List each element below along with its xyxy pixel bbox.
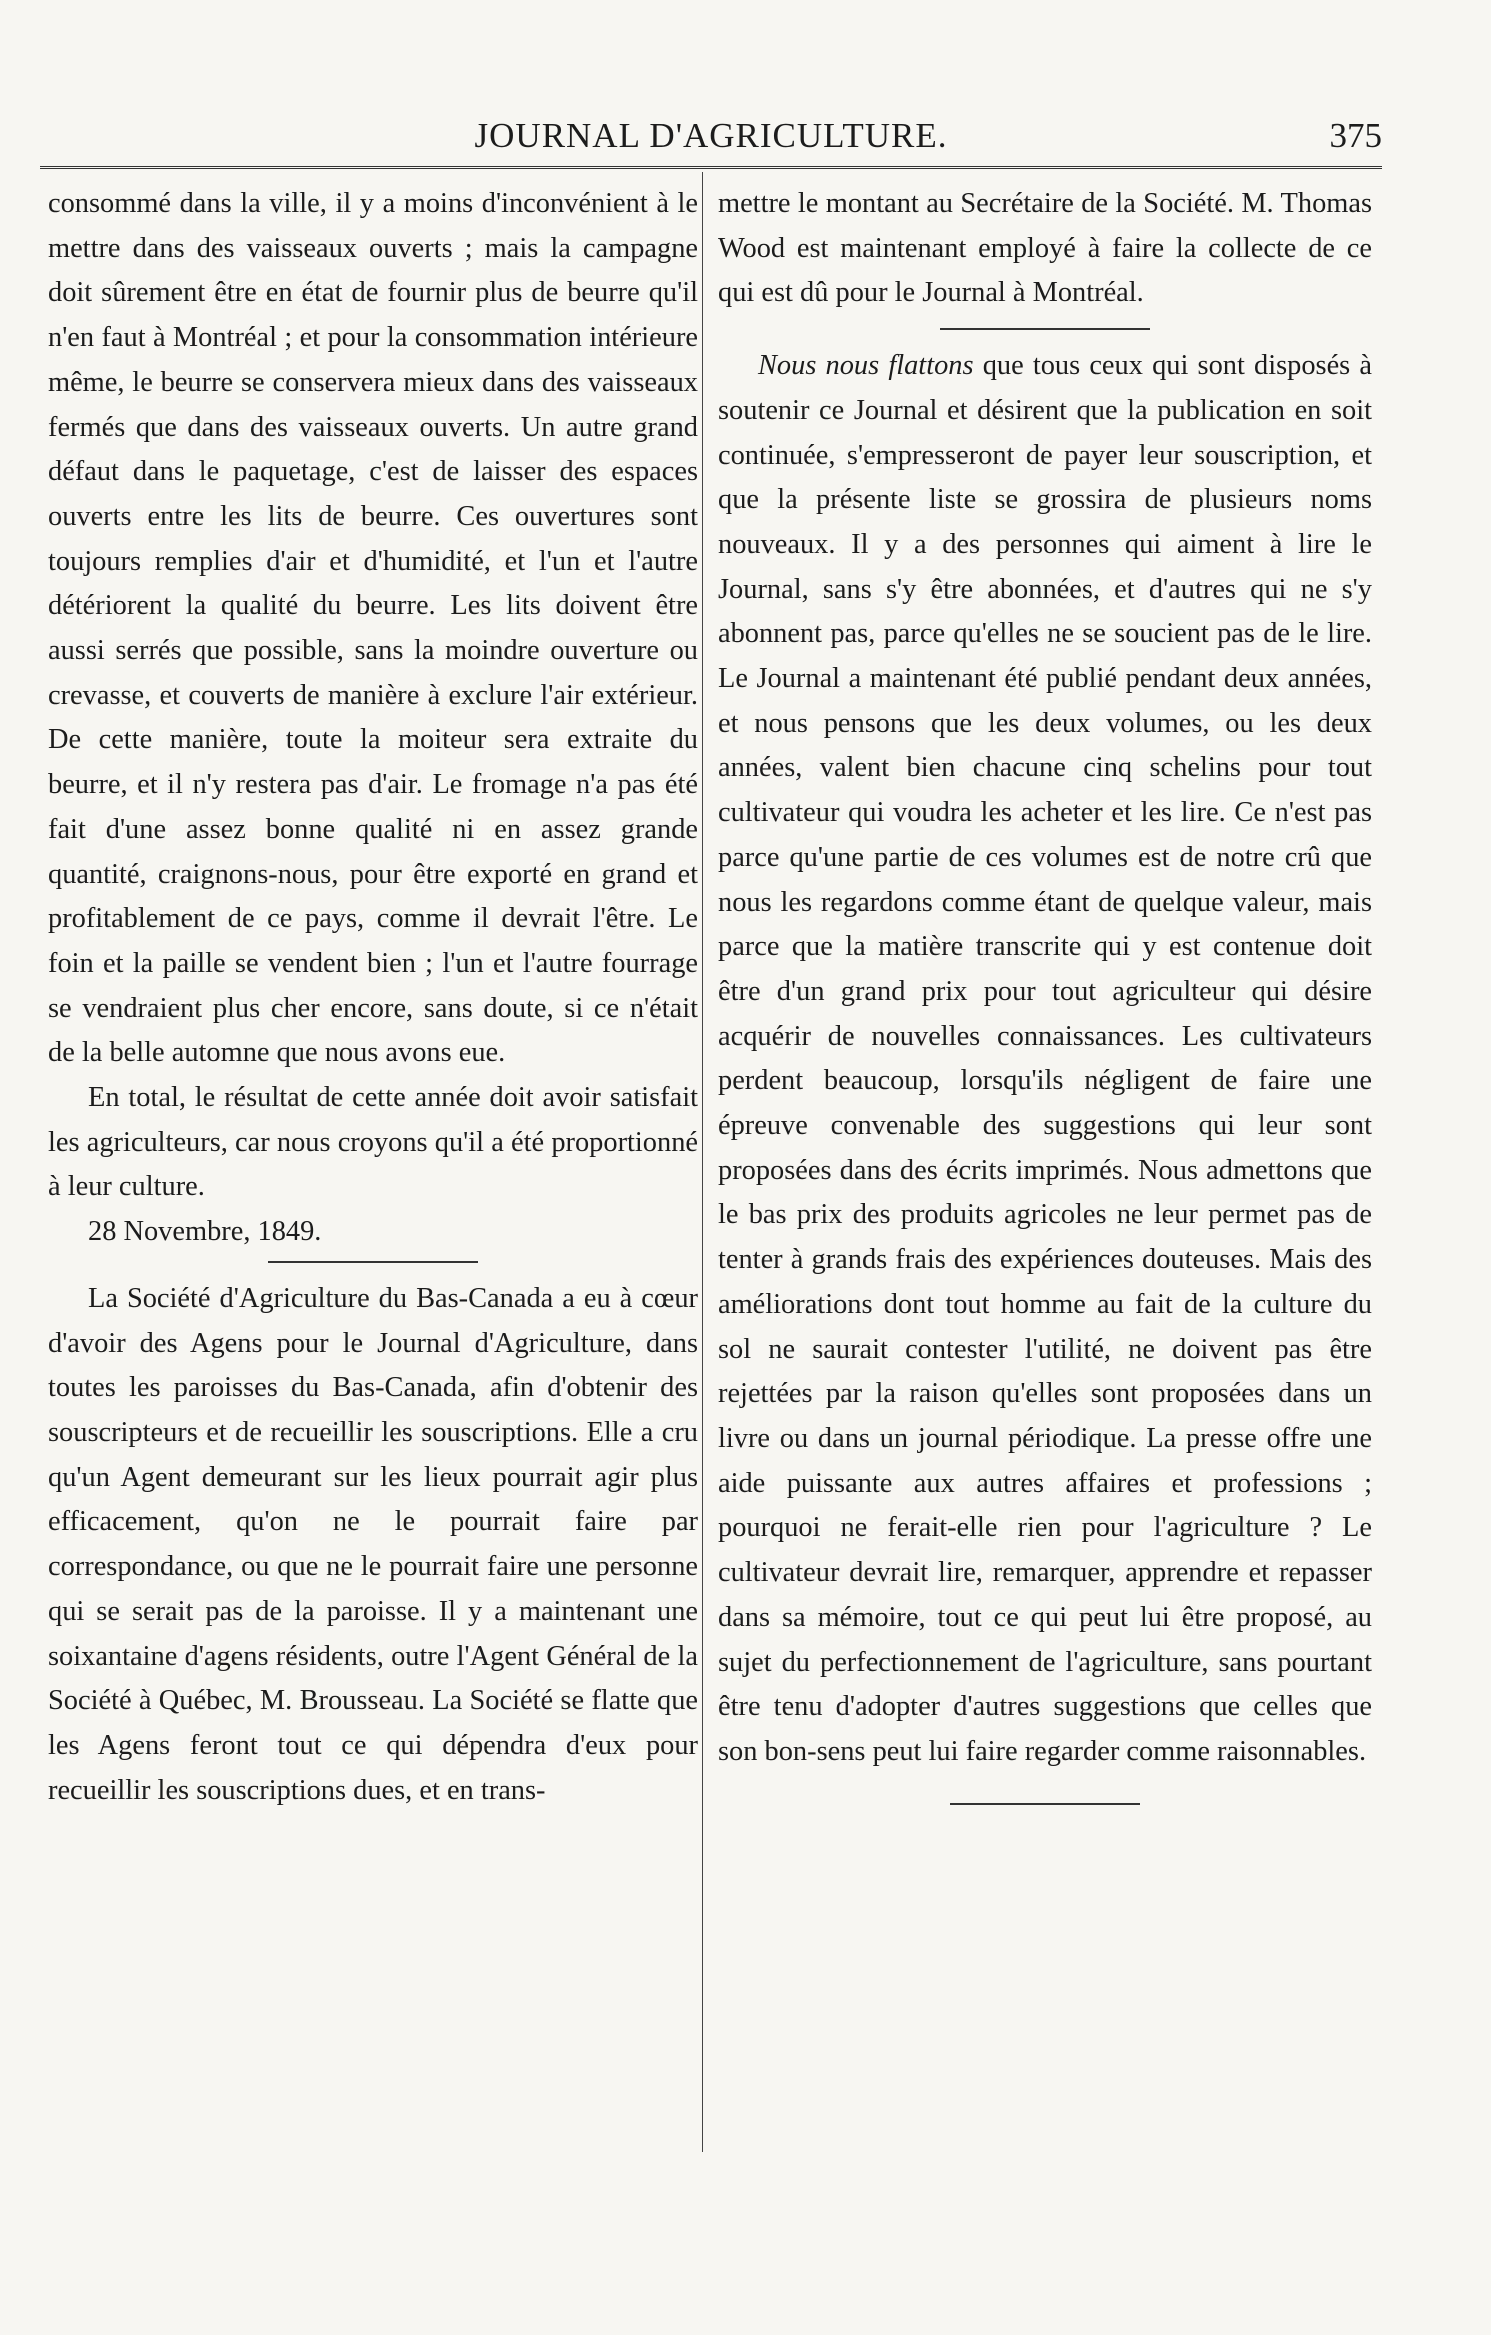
- end-rule: [950, 1803, 1140, 1805]
- left-column: [48, 182, 698, 1813]
- page-header: [40, 112, 1382, 160]
- right-paragraph-2: [718, 344, 1372, 1775]
- left-paragraph-2: En total, le résultat de cette année doit avoir satisfait les agriculteurs, car nous croyons qu'il a été proportionné à leur culture.: [48, 1082, 698, 1203]
- section-rule-right: [940, 328, 1150, 330]
- right-column: [718, 182, 1372, 1805]
- right-paragraph-2-body: que tous ceux qui sont disposés à soutenir ce Journal et désirent que la publication en soit continuée, s'empresseront de payer leur souscription, et que la présente liste se grossira de plusieurs noms nouveaux. Il y a des personnes qui aiment à lire le Journal, sans s'y être abonnées, et d'autres qui ne s'y abonnent pas, parce qu'elles ne se soucient pas de le lire. Le Journal a maintenant été publié pendant deux années, et nous pensons que les deux volumes, ou les deux années, valent bien chacune cinq schelins pour tout cultivateur qui voudra les acheter et les lire. Ce n'est pas parce qu'une partie de ces volumes est de notre crû que nous les regardons comme étant de quelque valeur, mais parce que la matière transcrite qui y est contenue doit être d'un grand prix pour tout agriculteur qui désire acquérir de nouvelles connaissances. Les cultivateurs perdent beaucoup, lorsqu'ils négligent de faire une épreuve convenable des suggestions qui leur sont proposées dans des écrits imprimés. Nous admettons que le bas prix des produits agricoles ne leur permet pas de tenter à grands frais des expériences douteuses. Mais des améliorations dont tout homme au fait de la culture du sol ne saurait contester l'utilité, ne doivent pas être rejettées par la raison qu'elles sont proposées dans un livre ou dans un journal périodique. La presse offre une aide puissante aux autres affaires et professions ; pourquoi ne ferait-elle rien pour l'agriculture ? Le cultivateur devrait lire, remarquer, apprendre et repasser dans sa mémoire, tout ce qui peut lui être proposé, au sujet du perfectionnement de l'agriculture, sans pourtant être tenu d'adopter d'autres suggestions que celles que son bon-sens peut lui faire regarder comme raisonnables.: [718, 350, 1372, 1767]
- column-divider: [702, 172, 703, 2152]
- right-paragraph-2-lead: Nous nous flattons: [758, 350, 974, 382]
- journal-title: JOURNAL D'AGRICULTURE.: [474, 116, 948, 155]
- left-paragraph-3: La Société d'Agriculture du Bas-Canada a eu à cœur d'avoir des Agens pour le Journal d'Agriculture, dans toutes les paroisses du Bas-Canada, afin d'obtenir des souscripteurs et de recueillir les souscriptions. Elle a cru qu'un Agent demeurant sur les lieux pourrait agir plus efficacement, qu'on ne le pourrait faire par correspondance, ou que ne le pourrait faire une personne qui se serait pas de la paroisse. Il y a maintenant une soixantaine d'agens résidents, outre l'Agent Général de la Société à Québec, M. Brousseau. La Société se flatte que les Agens feront tout ce qui dépendra d'eux pour recueillir les souscriptions dues, et en trans-: [48, 1282, 698, 1806]
- dateline: 28 Novembre, 1849.: [88, 1216, 322, 1248]
- page-number: 375: [1329, 116, 1382, 155]
- header-rule: [40, 166, 1382, 169]
- right-paragraph-1: mettre le montant au Secrétaire de la Société. M. Thomas Wood est maintenant employé à faire la collecte de ce qui est dû pour le Journal à Montréal.: [718, 188, 1372, 309]
- left-paragraph-1: consommé dans la ville, il y a moins d'inconvénient à le mettre dans des vaisseaux ouverts ; mais la campagne doit sûrement être en état de fournir plus de beurre qu'il n'en faut à Montréal ; et pour la consommation intérieure même, le beurre se conservera mieux dans des vaisseaux fermés que dans des vaisseaux ouverts. Un autre grand défaut dans le paquetage, c'est de laisser des espaces ouverts entre les lits de beurre. Ces ouvertures sont toujours remplies d'air et d'humidité, et l'un et l'autre détériorent la qualité du beurre. Les lits doivent être aussi serrés que possible, sans la moindre ouverture ou crevasse, et couverts de manière à exclure l'air extérieur. De cette manière, toute la moiteur sera extraite du beurre, et il n'y restera pas d'air. Le fromage n'a pas été fait d'une assez bonne qualité ni en assez grande quantité, craignons-nous, pour être exporté en grand et profitablement de ce pays, comme il devrait l'être. Le foin et la paille se vendent bien ; l'un et l'autre fourrage se vendraient plus cher encore, sans doute, si ce n'était de la belle automne que nous avons eue.: [48, 188, 698, 1069]
- section-rule-left: [268, 1261, 478, 1263]
